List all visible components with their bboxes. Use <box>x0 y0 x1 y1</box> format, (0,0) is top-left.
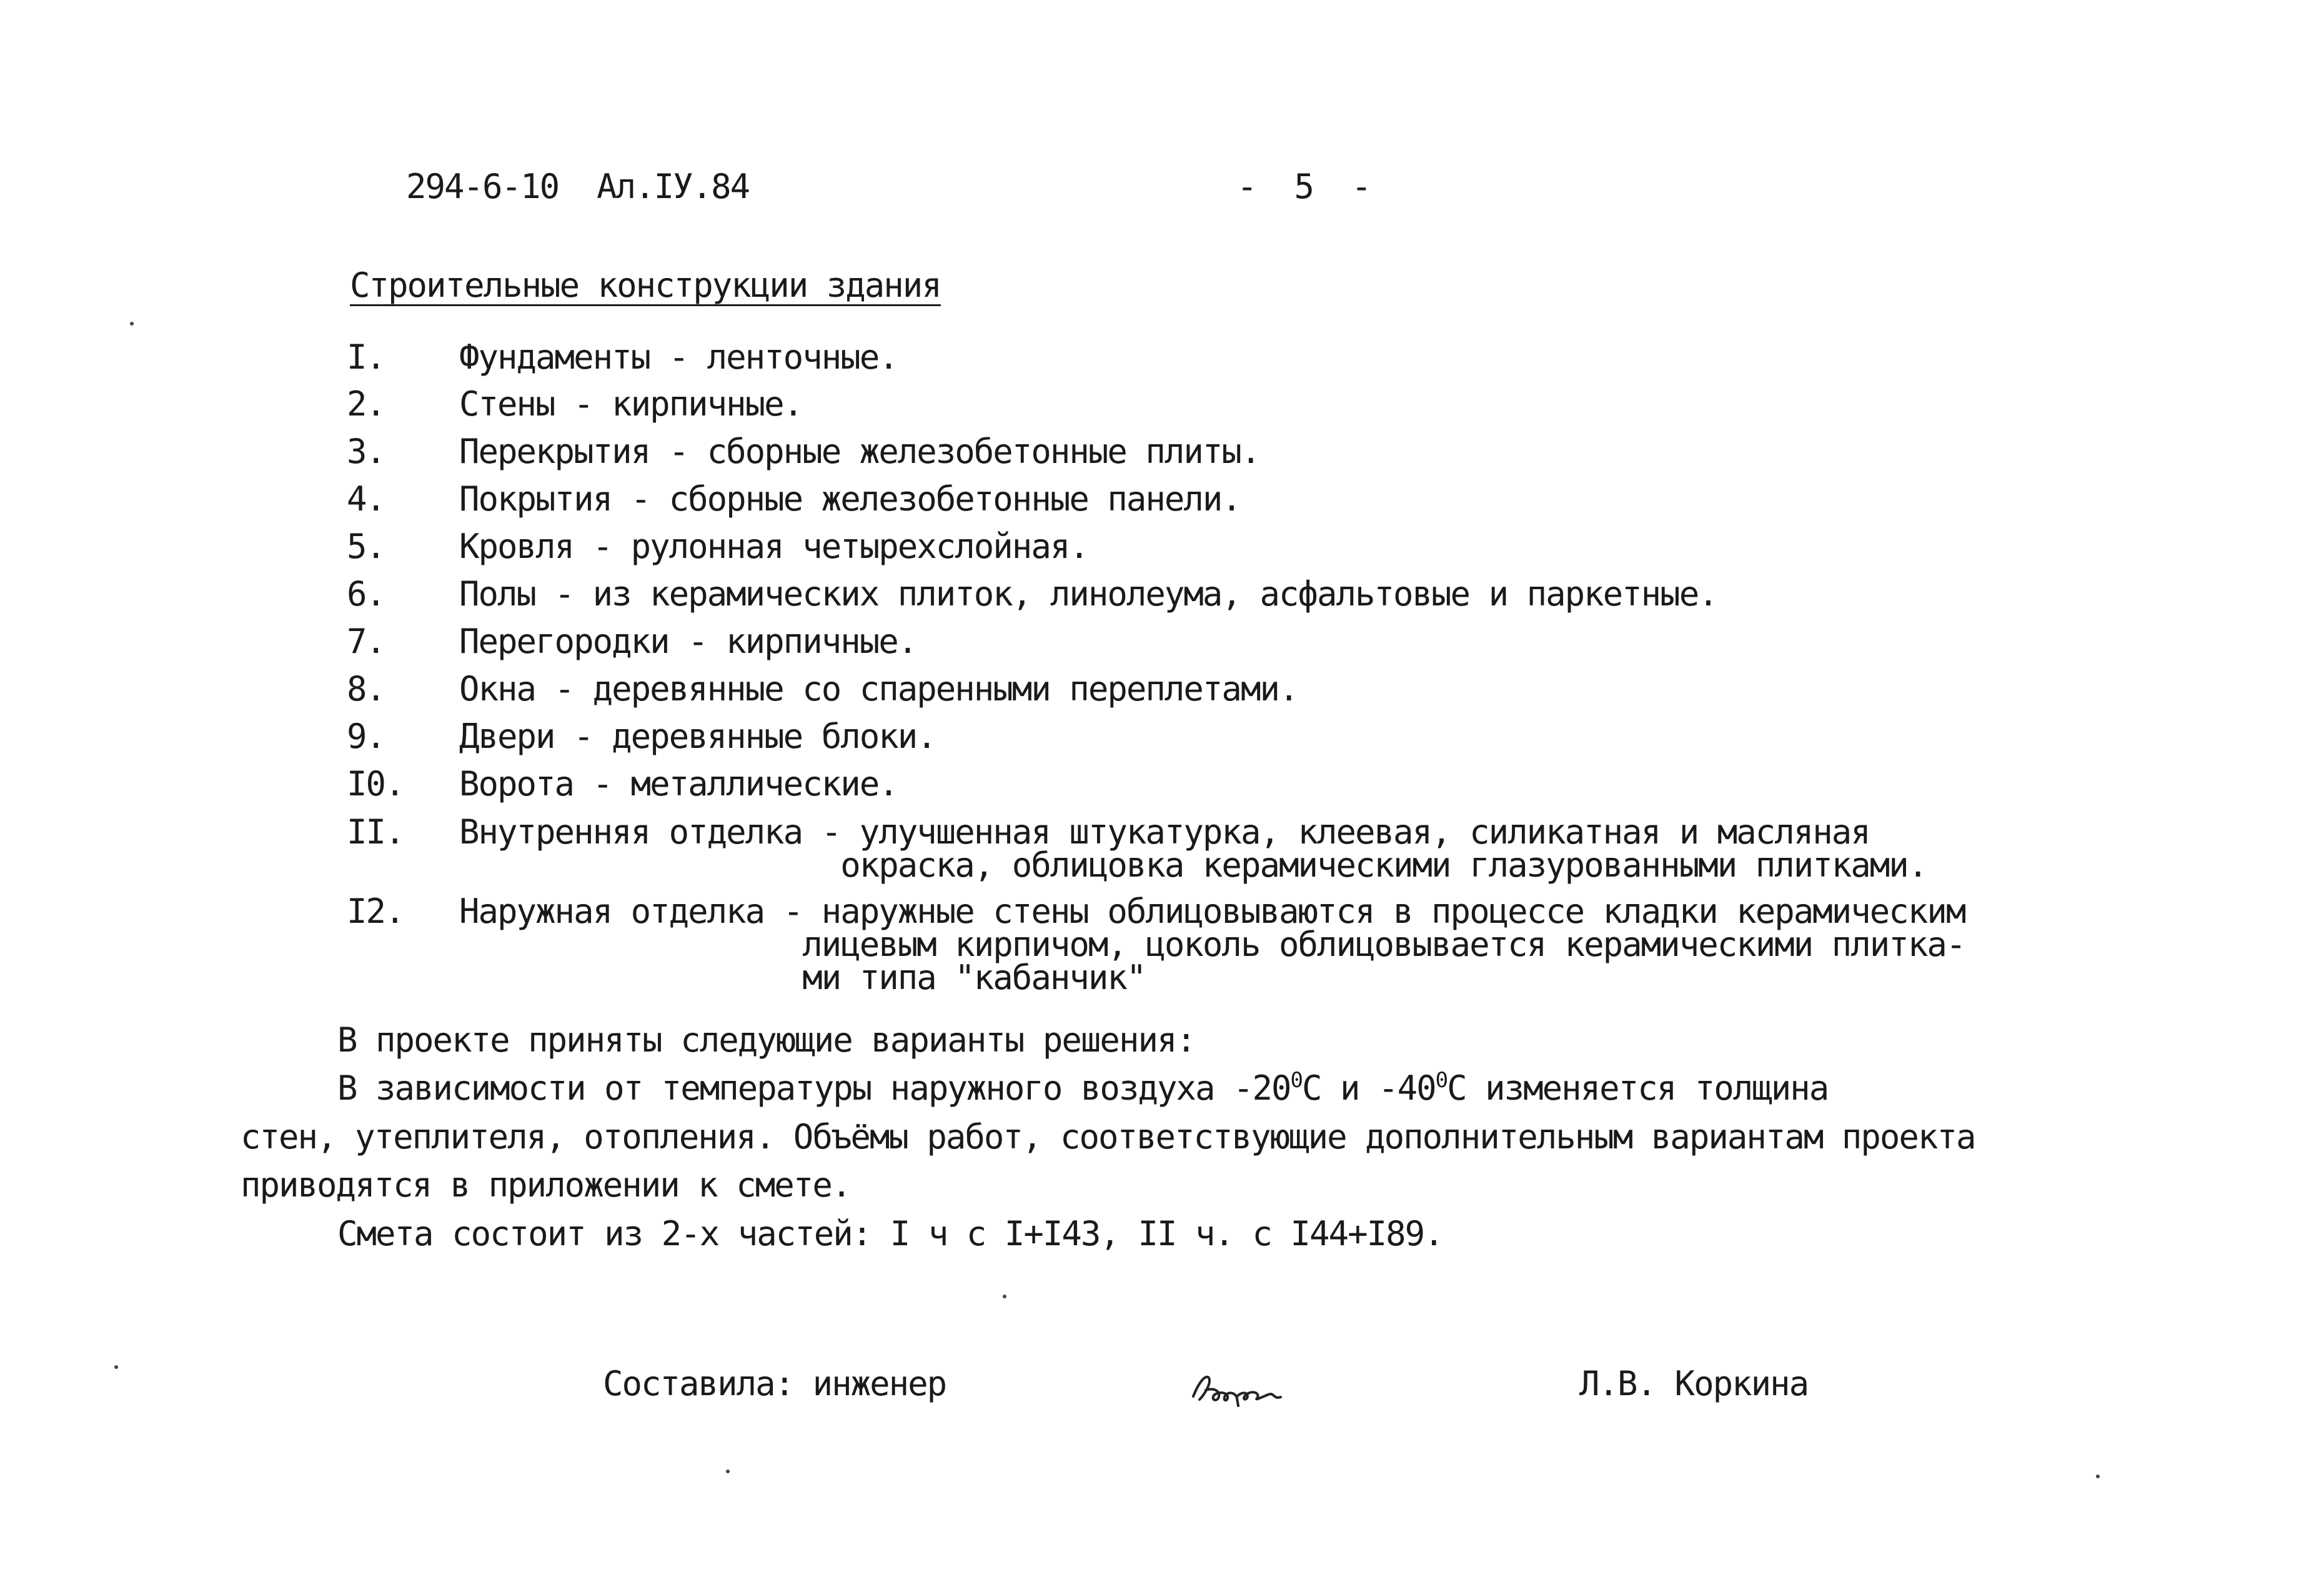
section-title: Строительные конструкции здания <box>350 266 941 305</box>
paragraph-line: стен, утеплителя, отопления. Объёмы работ, соответствующие дополнительным вариантам проекта <box>241 1117 1975 1157</box>
item-number: 8. <box>347 669 385 709</box>
page-number: - 5 - <box>1237 167 1371 206</box>
item-text: Окна - деревянные со спаренными переплетами. <box>459 669 1298 709</box>
item-number: 9. <box>347 717 385 756</box>
item-text: Перегородки - кирпичные. <box>459 622 917 661</box>
variants-intro: В проекте приняты следующие варианты решения: <box>337 1020 1195 1060</box>
scan-speck <box>114 1365 118 1369</box>
item-number: I2. <box>347 892 404 931</box>
item-text: Кровля - рулонная четырехслойная. <box>459 527 1088 566</box>
item-text: Стены - кирпичные. <box>459 384 803 424</box>
handwritten-signature <box>1187 1362 1362 1412</box>
item-text: Наружная отделка - наружные стены облицовываются в процессе кладки керамическим <box>459 892 1965 931</box>
item-text: Перекрытия - сборные железобетонные плиты. <box>459 432 1260 471</box>
scan-speck <box>2096 1475 2100 1478</box>
item-number: I. <box>347 337 385 377</box>
item-number: 5. <box>347 527 385 566</box>
item-continuation: окраска, облицовка керамическими глазурованными плитками. <box>459 845 1927 885</box>
item-number: 7. <box>347 622 385 661</box>
item-number: 6. <box>347 574 385 614</box>
estimate-line: Смета состоит из 2-х частей: I ч с I+I43, II ч. с I44+I89. <box>337 1214 1443 1253</box>
item-number: 2. <box>347 384 385 424</box>
item-number: II. <box>347 812 404 852</box>
item-continuation: ми типа "кабанчик" <box>459 958 1146 997</box>
scan-speck <box>726 1470 730 1473</box>
item-number: 4. <box>347 479 385 519</box>
item-text: Двери - деревянные блоки. <box>459 717 936 756</box>
item-text: Покрытия - сборные железобетонные панели. <box>459 479 1241 519</box>
author-name: Л.В. Коркина <box>1579 1364 1809 1403</box>
paragraph-line: приводятся в приложении к смете. <box>241 1165 851 1205</box>
temperature-line: В зависимости от температуры наружного воздуха $-20^0С$ и $-40^0С$ изменяется толщина <box>337 1068 1829 1108</box>
scan-speck <box>1003 1295 1006 1298</box>
item-text: Полы - из керамических плиток, линолеума, асфальтовые и паркетные. <box>459 574 1717 614</box>
document-code: 294-6-10 Ал.IУ.84 <box>406 167 750 206</box>
item-number: 3. <box>347 432 385 471</box>
item-continuation: лицевым кирпичом, цоколь облицовывается керамическими плитка- <box>459 925 1965 964</box>
item-text: Внутренняя отделка - улучшенная штукатурка, клеевая, силикатная и масляная <box>459 812 1870 852</box>
item-text: Фундаменты - ленточные. <box>459 337 898 377</box>
scan-speck <box>130 322 134 326</box>
item-text: Ворота - металлические. <box>459 764 898 803</box>
compiled-by-label: Составила: инженер <box>603 1364 946 1403</box>
item-number: I0. <box>347 764 404 803</box>
